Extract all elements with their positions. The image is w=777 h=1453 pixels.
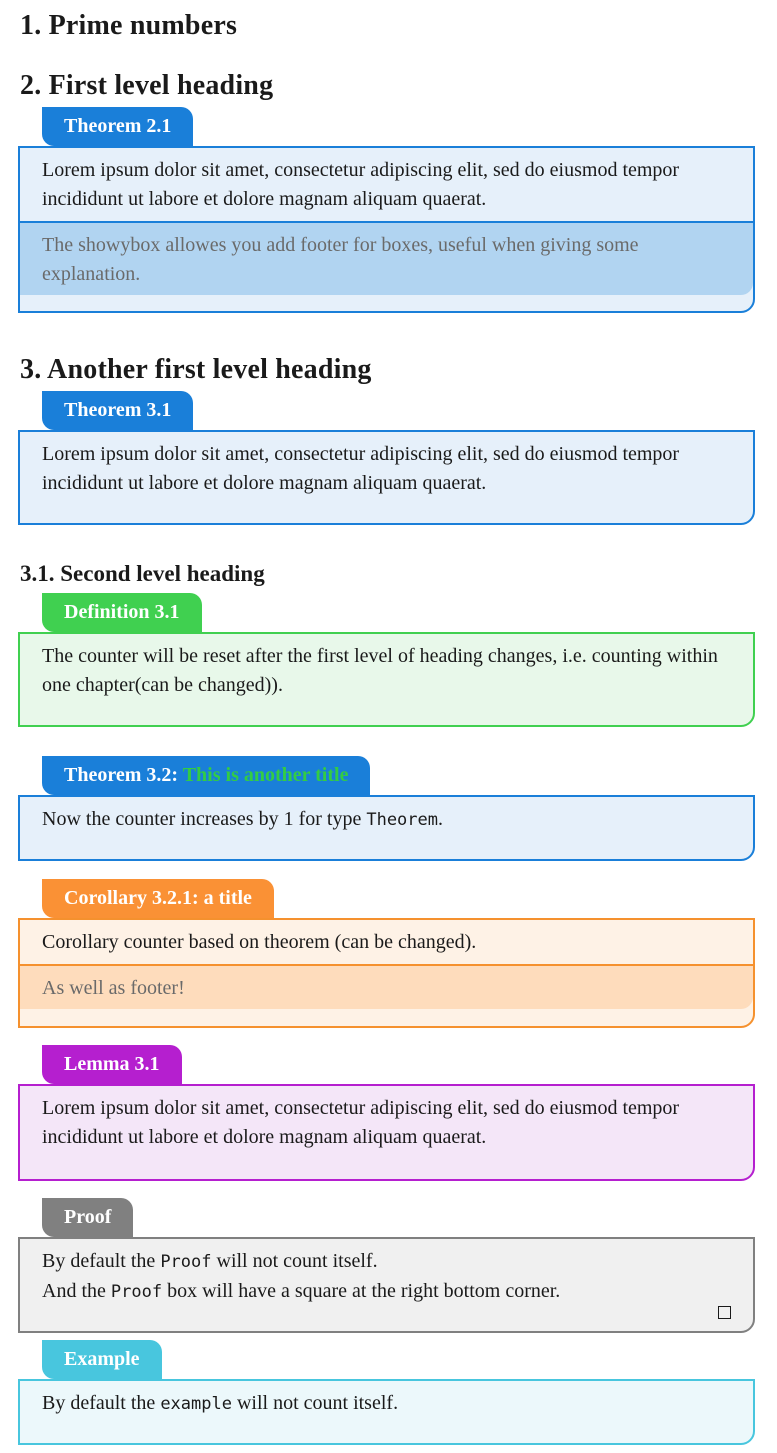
qed-square-icon [718, 1306, 731, 1319]
theorem-2-1-footer: The showybox allowes you add footer for boxes, useful when giving some explanation. [20, 221, 753, 295]
proof-title: Proof [42, 1198, 133, 1237]
definition-3-1-box [18, 601, 755, 727]
lemma-3-1-title: Lemma 3.1 [42, 1045, 182, 1084]
theorem-2-1-box [18, 115, 755, 313]
heading-first-level: 2. First level heading [20, 70, 274, 101]
proof-line-2-code: Proof [110, 1282, 163, 1302]
proof-line-2-start: And the [42, 1280, 111, 1302]
proof-body [20, 1239, 753, 1314]
proof-line-1-code: Proof [160, 1252, 212, 1272]
heading-another-first-level: 3. Another first level heading [20, 354, 372, 385]
theorem-2-1-body: Lorem ipsum dolor sit amet, consectetur adipiscing elit, sed do eiusmod tempor incididunt ut labore et dolore magnam aliquam quaerat. [42, 159, 680, 210]
corollary-3-2-1-body: Corollary counter based on theorem (can be changed). [42, 931, 477, 953]
theorem-3-2-title-label: Theorem 3.2: [64, 764, 183, 786]
proof-line-1 [42, 1247, 731, 1277]
lemma-3-1-body: Lorem ipsum dolor sit amet, consectetur adipiscing elit, sed do eiusmod tempor incididunt ut labore et dolore magnam aliquam quaerat. [42, 1097, 680, 1148]
heading-second-level: 3.1. Second level heading [20, 561, 265, 586]
theorem-3-1-box [18, 399, 755, 525]
proof-box [18, 1206, 755, 1333]
heading-prime-numbers: 1. Prime numbers [20, 10, 238, 41]
example-body [20, 1381, 753, 1426]
theorem-3-1-body: Lorem ipsum dolor sit amet, consectetur adipiscing elit, sed do eiusmod tempor incididunt ut labore et dolore magnam aliquam quaerat. [42, 443, 680, 494]
lemma-3-1-box [18, 1053, 755, 1181]
theorem-3-2-body-end: . [438, 808, 443, 830]
definition-3-1-title: Definition 3.1 [42, 593, 202, 632]
example-box [18, 1348, 755, 1445]
example-body-end: will not count itself. [231, 1392, 399, 1414]
corollary-3-2-1-title: Corollary 3.2.1: a title [42, 879, 274, 918]
example-title: Example [42, 1340, 162, 1379]
corollary-3-2-1-footer: As well as footer! [20, 964, 753, 1009]
theorem-3-2-title [42, 756, 370, 795]
theorem-3-2-box [18, 764, 755, 861]
proof-line-2 [42, 1277, 731, 1307]
theorem-2-1-title: Theorem 2.1 [42, 107, 193, 146]
example-body-start: By default the [42, 1392, 161, 1414]
proof-line-1-start: By default the [42, 1250, 161, 1272]
theorem-3-2-code: Theorem [366, 810, 438, 830]
corollary-3-2-1-box [18, 887, 755, 1028]
example-code: example [160, 1394, 232, 1414]
theorem-3-1-title: Theorem 3.1 [42, 391, 193, 430]
proof-line-1-end: will not count itself. [211, 1250, 378, 1272]
theorem-3-2-body [20, 797, 753, 842]
theorem-3-2-body-text: Now the counter increases by 1 for type [42, 808, 367, 830]
proof-line-2-end: box will have a square at the right bottom corner. [162, 1280, 561, 1302]
theorem-3-2-subtitle: This is another title [182, 764, 349, 786]
definition-3-1-body: The counter will be reset after the first level of heading changes, i.e. counting within one chapter(can be changed)). [42, 645, 718, 696]
